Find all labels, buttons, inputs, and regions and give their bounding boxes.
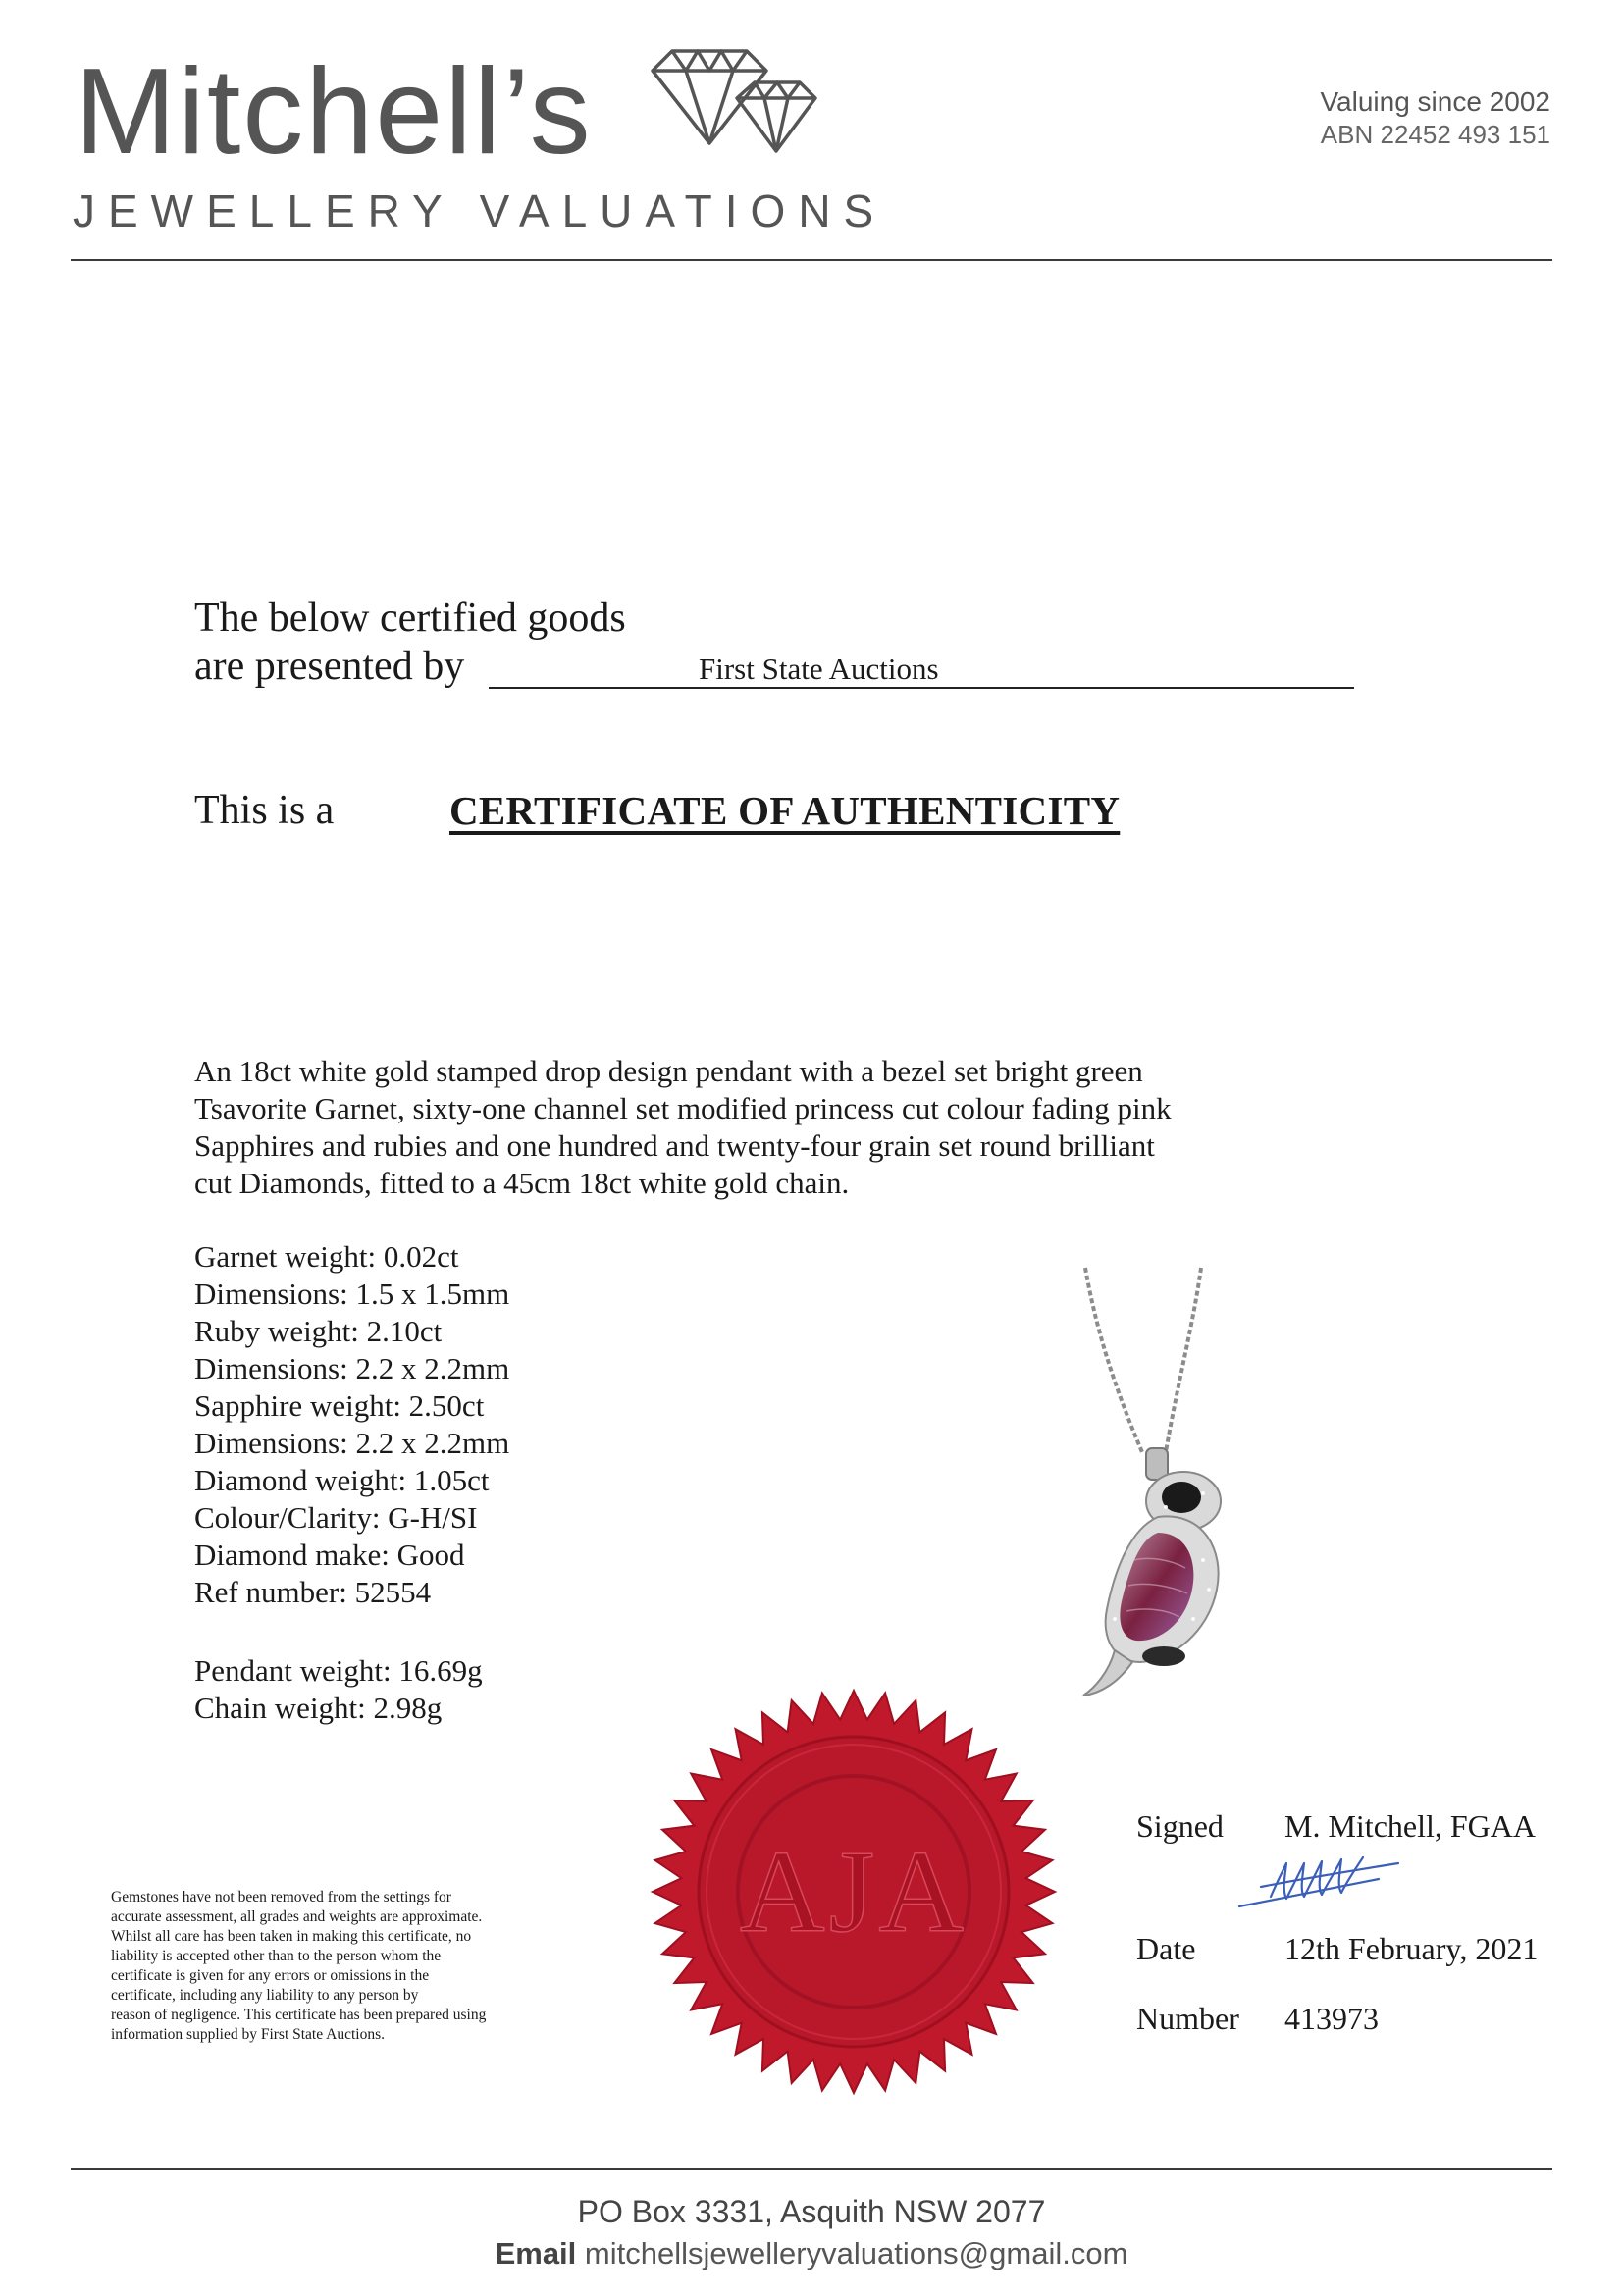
presented-intro: The below certified goods bbox=[194, 596, 626, 641]
handwritten-signature bbox=[1231, 1850, 1428, 1920]
gem-specifications bbox=[194, 1238, 509, 1611]
footer-divider bbox=[71, 2168, 1552, 2170]
spec-diamond-make: Diamond make: Good bbox=[194, 1538, 465, 1572]
number-label: Number bbox=[1136, 2001, 1239, 2036]
presenter-underline bbox=[489, 687, 1354, 689]
spec-ref-number: Ref number: 52554 bbox=[194, 1575, 432, 1609]
spec-ruby-weight: Ruby weight: 2.10ct bbox=[194, 1314, 443, 1348]
brand-subtitle: JEWELLERY VALUATIONS bbox=[73, 185, 887, 236]
disclaimer-line: information supplied by First State Auctions. bbox=[111, 2026, 385, 2043]
item-description bbox=[194, 1053, 1293, 1202]
description-line: An 18ct white gold stamped drop design pendant with a bezel set bright green bbox=[194, 1054, 1143, 1088]
valuing-since: Valuing since 2002 bbox=[1320, 86, 1550, 117]
spec-colour-clarity: Colour/Clarity: G-H/SI bbox=[194, 1500, 478, 1535]
spec-ruby-dimensions: Dimensions: 2.2 x 2.2mm bbox=[194, 1351, 510, 1385]
spec-diamond-weight: Diamond weight: 1.05ct bbox=[194, 1463, 490, 1497]
brand-name: Mitchell’s bbox=[75, 44, 593, 180]
wax-seal-stamp bbox=[648, 1686, 1060, 2098]
disclaimer bbox=[111, 1888, 611, 2045]
chain-weight: Chain weight: 2.98g bbox=[194, 1691, 443, 1725]
description-line: Sapphires and rubies and one hundred and twenty-four grain set round brilliant bbox=[194, 1128, 1155, 1163]
disclaimer-line: reason of negligence. This certificate has been prepared using bbox=[111, 2007, 487, 2023]
disclaimer-line: certificate is given for any errors or omissions in the bbox=[111, 1967, 430, 1984]
email-label: Email bbox=[495, 2236, 577, 2270]
disclaimer-line: Whilst all care has been taken in making this certificate, no bbox=[111, 1928, 472, 1945]
spec-sapphire-dimensions: Dimensions: 2.2 x 2.2mm bbox=[194, 1426, 510, 1460]
disclaimer-line: certificate, including any liability to any person by bbox=[111, 1987, 419, 2004]
disclaimer-line: Gemstones have not been removed from the settings for bbox=[111, 1889, 451, 1905]
spec-garnet-weight: Garnet weight: 0.02ct bbox=[194, 1239, 459, 1274]
disclaimer-line: accurate assessment, all grades and weights are approximate. bbox=[111, 1908, 483, 1925]
date-label: Date bbox=[1136, 1931, 1196, 1966]
spec-sapphire-weight: Sapphire weight: 2.50ct bbox=[194, 1388, 485, 1423]
description-line: Tsavorite Garnet, sixty-one channel set modified princess cut colour fading pink bbox=[194, 1091, 1172, 1125]
spec-garnet-dimensions: Dimensions: 1.5 x 1.5mm bbox=[194, 1277, 510, 1311]
presenter-name: First State Auctions bbox=[699, 652, 939, 686]
item-weights bbox=[194, 1652, 483, 1727]
presented-by-label: are presented by bbox=[194, 644, 465, 689]
email-address[interactable]: mitchellsjewelleryvaluations@gmail.com bbox=[584, 2236, 1128, 2270]
certificate-prefix: This is a bbox=[194, 788, 335, 833]
disclaimer-line: liability is accepted other than to the person whom the bbox=[111, 1948, 442, 1964]
certificate-number: 413973 bbox=[1284, 2001, 1379, 2036]
date-value: 12th February, 2021 bbox=[1284, 1931, 1539, 1966]
abn-number: ABN 22452 493 151 bbox=[1320, 120, 1550, 149]
header-divider bbox=[71, 259, 1552, 261]
certificate-title: CERTIFICATE OF AUTHENTICITY bbox=[449, 788, 1121, 833]
seal-monogram: AJA bbox=[739, 1826, 969, 1957]
pendant-photo bbox=[1056, 1266, 1264, 1697]
signed-label: Signed bbox=[1136, 1808, 1224, 1844]
description-line: cut Diamonds, fitted to a 45cm 18ct white gold chain. bbox=[194, 1166, 850, 1200]
pendant-weight: Pendant weight: 16.69g bbox=[194, 1653, 483, 1688]
footer-address: PO Box 3331, Asquith NSW 2077 bbox=[577, 2194, 1046, 2229]
diamond-logo-icon bbox=[643, 49, 821, 165]
footer-email-line bbox=[0, 2236, 1623, 2271]
signer-name: M. Mitchell, FGAA bbox=[1284, 1808, 1536, 1844]
